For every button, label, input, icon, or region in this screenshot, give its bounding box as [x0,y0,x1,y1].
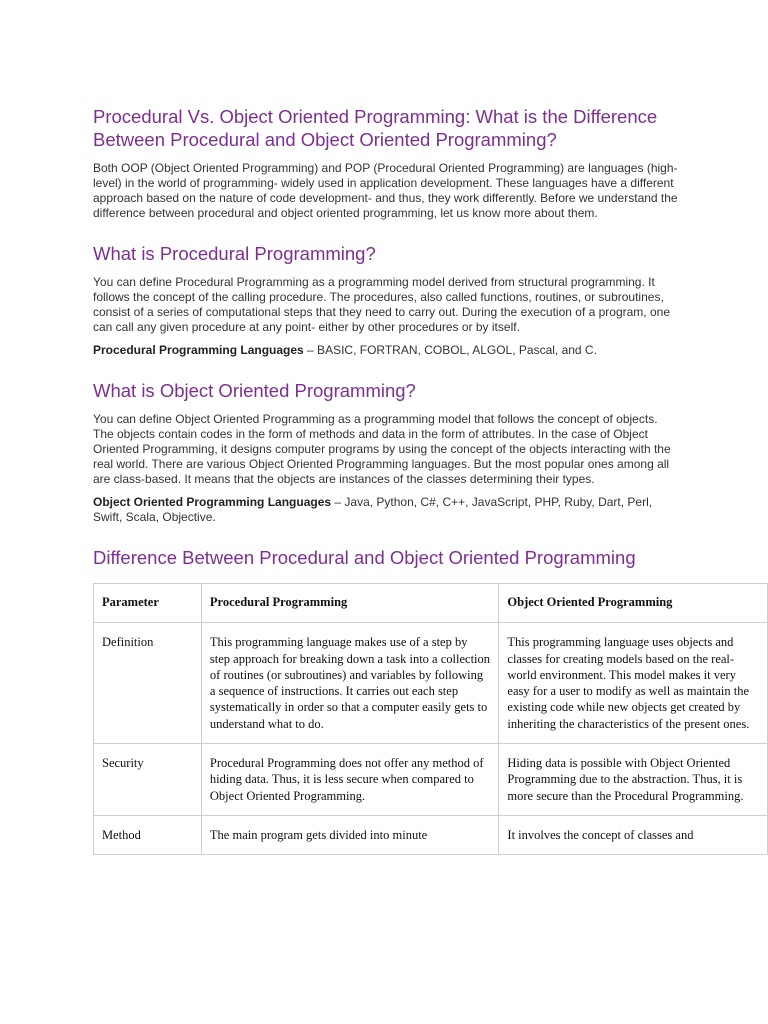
table-row [94,815,768,854]
procedural-paragraph: You can define Procedural Programming as a programming model derived from structural programming. It follows the concept of the calling procedure. The procedures, also called functions, routines, or subroutines, consist of a series of computational steps that they need to carry out. During the execution of a program, one can call any given procedure at any point- either by other procedures or by itself. [93,275,670,334]
table-row [94,623,768,744]
table-header-row [94,584,768,623]
intro-paragraph: Both OOP (Object Oriented Programming) and POP (Procedural Oriented Programming) are languages (high-level) in the world of programming- widely used in application development. These languages have a different approach based on the nature of code development- and thus, they work differently. Before we understand the difference between procedural and object oriented programming, let us know more about them. [93,161,678,220]
oop-heading: What is Object Oriented Programming? [93,380,416,401]
table-header-cell: Procedural Programming [201,584,499,623]
table-header-cell: Parameter [94,584,202,623]
table-row [94,744,768,816]
oop-languages [93,495,678,525]
table-header-cell: Object Oriented Programming [499,584,768,623]
procedural-languages [93,343,678,358]
article-title: Procedural Vs. Object Oriented Programming: What is the Difference Between Procedural and Object Oriented Programming? [93,106,658,150]
procedural-heading: What is Procedural Programming? [93,243,376,264]
procedural-languages-list: – BASIC, FORTRAN, COBOL, ALGOL, Pascal, and C. [303,343,597,357]
oop-languages-list: – Java, Python, C#, C++, JavaScript, PHP, Ruby, Dart, Perl, Swift, Scala, Objective. [93,495,653,524]
procedural-languages-label: Procedural Programming Languages [93,343,304,357]
table-cell: This programming language uses objects and classes for creating models based on the real-world environment. This model makes it very easy for a user to modify as well as maintain the existing code while new objects get created by inheriting the characteristics of the present ones. [499,623,768,744]
oop-languages-label: Object Oriented Programming Languages [93,495,332,509]
comparison-table [93,583,768,855]
table-cell: It involves the concept of classes and [499,815,768,854]
table-cell: Security [94,744,202,816]
table-cell: Method [94,815,202,854]
table-cell: The main program gets divided into minute [201,815,499,854]
table-cell: Hiding data is possible with Object Oriented Programming due to the abstraction. Thus, it is more secure than the Procedural Programming. [499,744,768,816]
table-cell: This programming language makes use of a step by step approach for breaking down a task into a collection of routines (or subroutines) and variables by following a sequence of instructions. It carries out each step systematically in order so that a computer easily gets to understand what to do. [201,623,499,744]
table-cell: Definition [94,623,202,744]
oop-paragraph: You can define Object Oriented Programming as a programming model that follows the concept of objects. The objects contain codes in the form of methods and data in the form of attributes. In the case of Object Oriented Programming, it designs computer programs by using the concept of the objects interacting with the real world. There are various Object Oriented Programming languages. But the most popular ones among all are class-based. It means that the objects are instances of the classes determining their types. [93,412,671,486]
difference-heading: Difference Between Procedural and Object Oriented Programming [93,547,636,568]
table-cell: Procedural Programming does not offer any method of hiding data. Thus, it is less secure when compared to Object Oriented Programming. [201,744,499,816]
